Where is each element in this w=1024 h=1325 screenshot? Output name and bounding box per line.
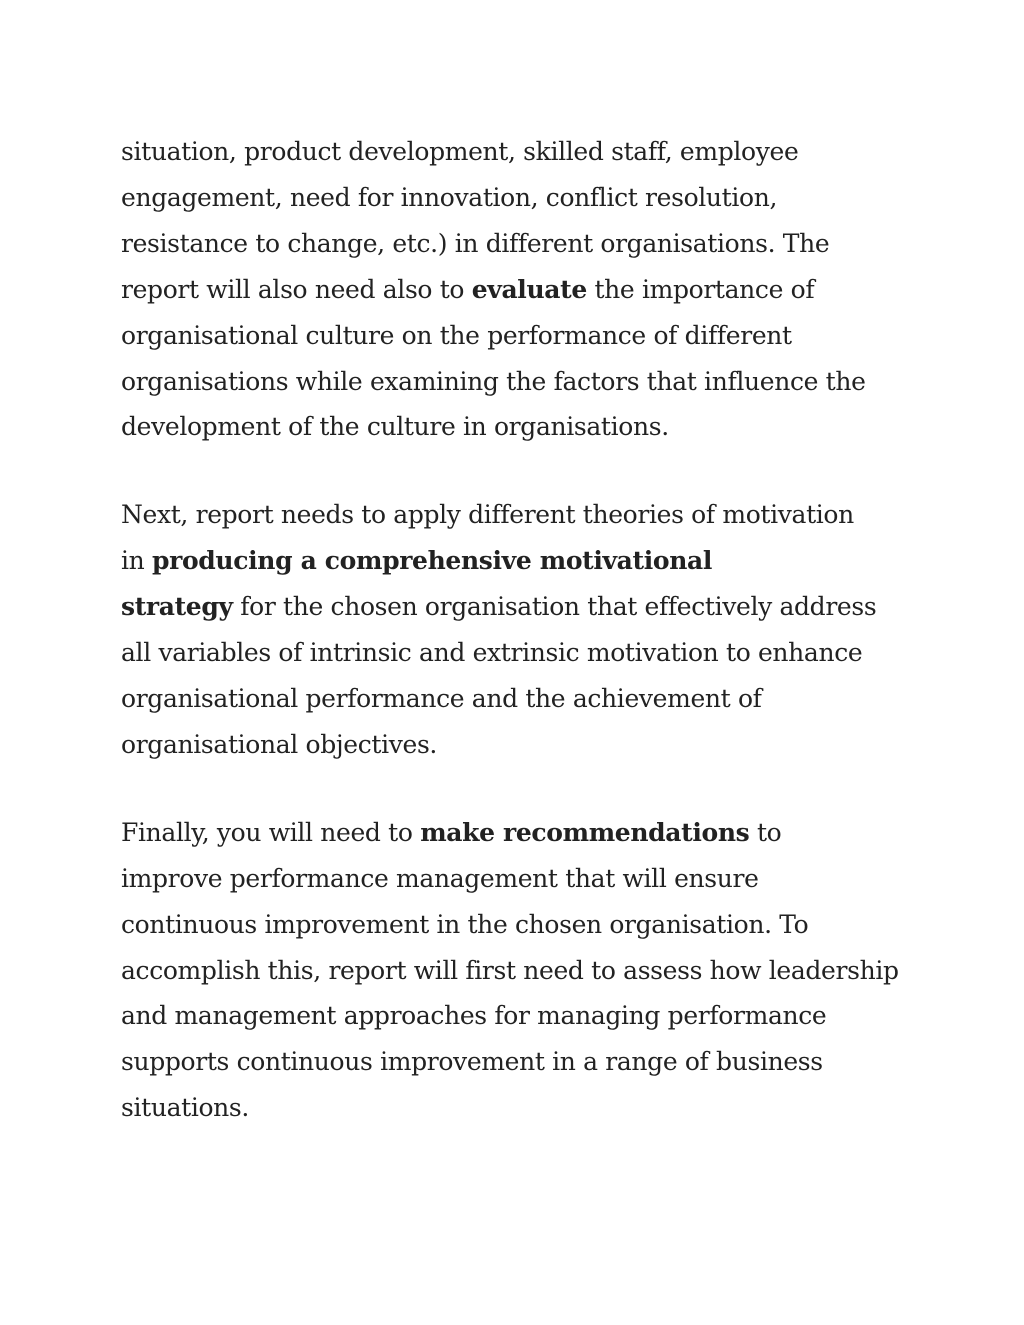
bold-term-strategy: strategy: [121, 592, 233, 622]
paragraph-2: [121, 492, 911, 767]
text-segment: the importance of: [586, 274, 815, 304]
paragraph-3: [121, 810, 911, 1131]
bold-term-evaluate: evaluate: [471, 274, 587, 304]
paragraph-line: [121, 584, 911, 630]
text-segment: for the chosen organisation that effectively address: [232, 592, 877, 622]
paragraph-line: improve performance management that will ensure: [121, 863, 759, 893]
paragraph-line: all variables of intrinsic and extrinsic motivation to enhance: [121, 638, 863, 668]
paragraph-line: organisational objectives.: [121, 729, 438, 759]
bold-term-make-recommendations: make recommendations: [420, 817, 750, 847]
paragraph-1: [121, 129, 911, 450]
paragraph-line: situations.: [121, 1093, 249, 1123]
paragraph-line: [121, 810, 911, 856]
text-segment: to: [749, 817, 782, 847]
bold-term-motivational-strategy: producing a comprehensive motivational: [152, 546, 713, 576]
text-segment: in: [121, 546, 152, 576]
paragraph-line: organisational performance and the achievement of: [121, 683, 762, 713]
paragraph-line: organisational culture on the performance of different: [121, 320, 792, 350]
paragraph-line: supports continuous improvement in a range of business: [121, 1047, 823, 1077]
document-body: [121, 129, 911, 1131]
paragraph-line: situation, product development, skilled staff, employee: [121, 137, 799, 166]
paragraph-line: accomplish this, report will first need to assess how leadership: [121, 955, 899, 985]
text-segment: report will also need also to: [121, 274, 472, 304]
paragraph-line: [121, 267, 911, 313]
paragraph-line: continuous improvement in the chosen organisation. To: [121, 909, 809, 939]
paragraph-line: and management approaches for managing performance: [121, 1001, 827, 1031]
paragraph-line: [121, 538, 911, 584]
paragraph-line: organisations while examining the factors that influence the: [121, 366, 866, 396]
paragraph-line: engagement, need for innovation, conflict resolution,: [121, 182, 778, 212]
paragraph-line: development of the culture in organisations.: [121, 412, 669, 442]
paragraph-line: Next, report needs to apply different theories of motivation: [121, 500, 854, 530]
text-segment: Finally, you will need to: [121, 817, 421, 847]
paragraph-line: resistance to change, etc.) in different organisations. The: [121, 228, 830, 258]
